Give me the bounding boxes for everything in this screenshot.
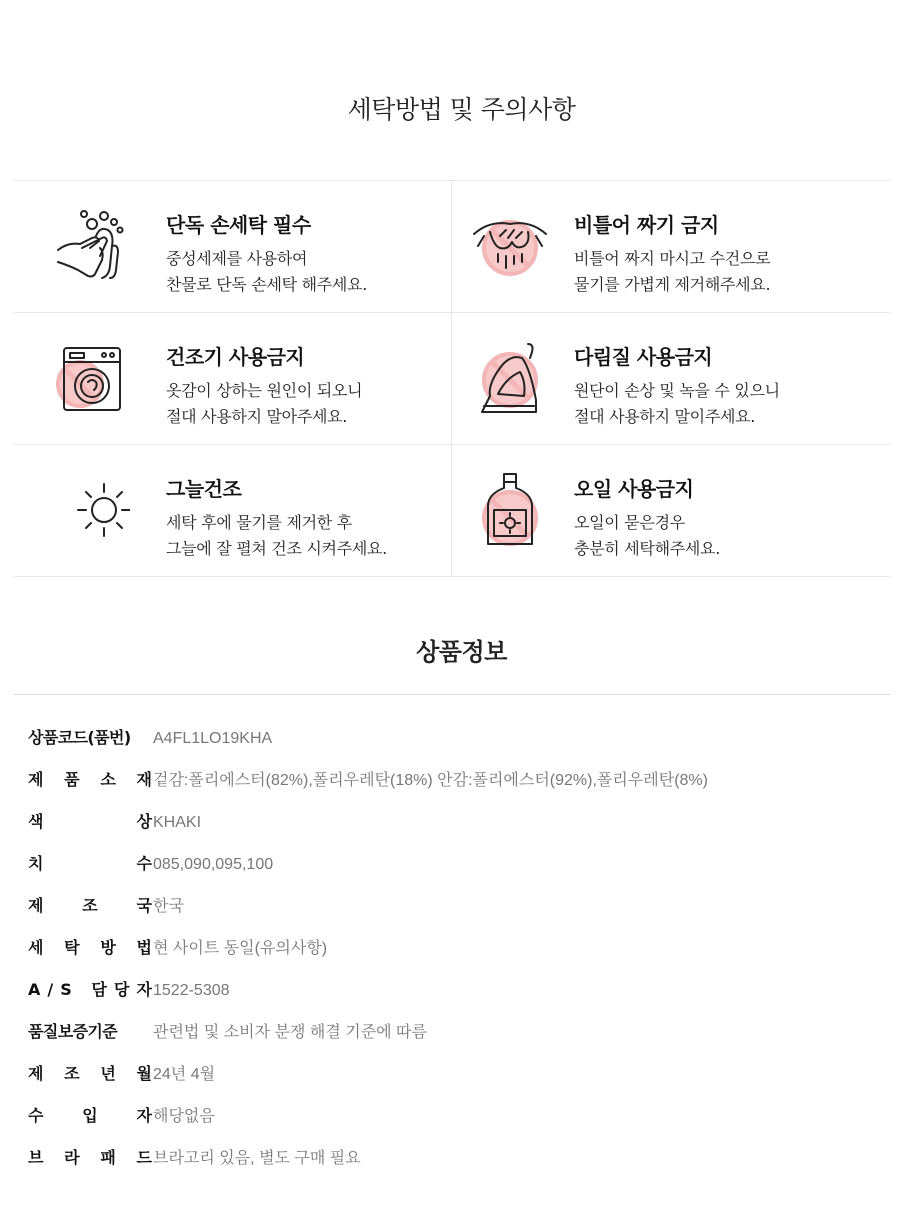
care-item-desc-line2: 절대 사용하지 말아주세요. [166, 407, 348, 426]
row-value: A4FL1LO19KHA [153, 730, 273, 747]
table-row [28, 1104, 748, 1130]
care-section-title: 세탁방법 및 주의사항 [347, 95, 576, 124]
row-label: 세 탁 방 법 [28, 938, 152, 957]
row-label: A / S 담 당 자 [28, 980, 152, 999]
care-item-desc-line2: 찬물로 단독 손세탁 해주세요. [166, 275, 368, 294]
product-info-table [28, 726, 748, 1188]
row-value: 24년 4월 [153, 1066, 216, 1083]
row-label: 수 입 자 [28, 1106, 152, 1125]
care-item-title: 단독 손세탁 필수 [166, 213, 311, 237]
row-value: 085,090,095,100 [153, 856, 274, 873]
table-row [28, 978, 748, 1004]
care-row [14, 181, 890, 313]
no-oil-icon [470, 470, 548, 550]
care-item-title: 그늘건조 [166, 477, 242, 501]
care-item-hand-wash [14, 181, 452, 312]
row-label: 색 상 [28, 812, 152, 831]
table-row [28, 810, 748, 836]
care-item-title: 오일 사용금지 [574, 477, 694, 501]
hand-wash-icon [52, 206, 130, 286]
care-item-title: 비틀어 짜기 금지 [574, 213, 719, 237]
care-item-no-dryer [14, 313, 452, 444]
row-label: 치 수 [28, 854, 152, 873]
row-value: 해당없음 [153, 1108, 215, 1125]
divider [14, 694, 890, 695]
table-row [28, 726, 748, 752]
care-item-desc-line1: 비틀어 짜지 마시고 수건으로 [574, 249, 771, 268]
care-item-title: 다림질 사용금지 [574, 345, 713, 369]
row-value: 브라고리 있음, 별도 구매 필요 [153, 1150, 361, 1167]
table-row [28, 1146, 748, 1172]
row-value: 겉감:폴리에스터(82%),폴리우레탄(18%) 안감:폴리에스터(92%),폴리우레탄(8%) [153, 772, 708, 789]
table-row [28, 936, 748, 962]
table-row [28, 1020, 748, 1046]
care-item-desc-line1: 원단이 손상 및 녹을 수 있으니 [574, 381, 780, 400]
no-wring-icon [470, 206, 548, 286]
care-item-desc-line1: 세탁 후에 물기를 제거한 후 [166, 513, 352, 532]
row-label: 브 라 패 드 [28, 1148, 152, 1167]
care-item-desc-line2: 절대 사용하지 말이주세요. [574, 407, 756, 426]
row-value: 한국 [153, 898, 184, 915]
row-label: 품질보증기준 [28, 1022, 118, 1041]
no-dryer-icon [52, 338, 130, 418]
care-item-no-wring [452, 181, 890, 312]
row-value: 현 사이트 동일(유의사항) [153, 940, 328, 957]
care-item-desc-line2: 충분히 세탁해주세요. [574, 539, 720, 558]
care-item-desc-line1: 중성세제를 사용하여 [166, 249, 308, 268]
table-row [28, 1062, 748, 1088]
care-item-desc-line1: 옷감이 상하는 원인이 되오니 [166, 381, 363, 400]
care-instructions-grid [14, 180, 890, 577]
row-value: 1522-5308 [153, 982, 230, 999]
row-label: 제 조 국 [28, 896, 152, 915]
table-row [28, 768, 748, 794]
care-item-desc-line2: 그늘에 잘 펼쳐 건조 시켜주세요. [166, 539, 387, 558]
care-item-desc-line2: 물기를 가볍게 제거해주세요. [574, 275, 771, 294]
care-item-no-oil [452, 445, 890, 576]
row-label: 제 품 소 재 [28, 770, 152, 789]
care-item-no-iron [452, 313, 890, 444]
row-value: KHAKI [153, 814, 202, 831]
care-item-shade-dry [14, 445, 452, 576]
care-item-title: 건조기 사용금지 [166, 345, 305, 369]
care-row [14, 445, 890, 577]
row-label: 상품코드(품번) [28, 728, 131, 747]
shade-dry-sun-icon [52, 470, 130, 550]
care-row [14, 313, 890, 445]
care-item-desc-line1: 오일이 묻은경우 [574, 513, 685, 532]
table-row [28, 894, 748, 920]
no-iron-icon [470, 338, 548, 418]
row-label: 제 조 년 월 [28, 1064, 152, 1083]
product-info-title: 상품정보 [416, 638, 507, 666]
table-row [28, 852, 748, 878]
row-value: 관련법 및 소비자 분쟁 해결 기준에 따름 [153, 1024, 427, 1041]
